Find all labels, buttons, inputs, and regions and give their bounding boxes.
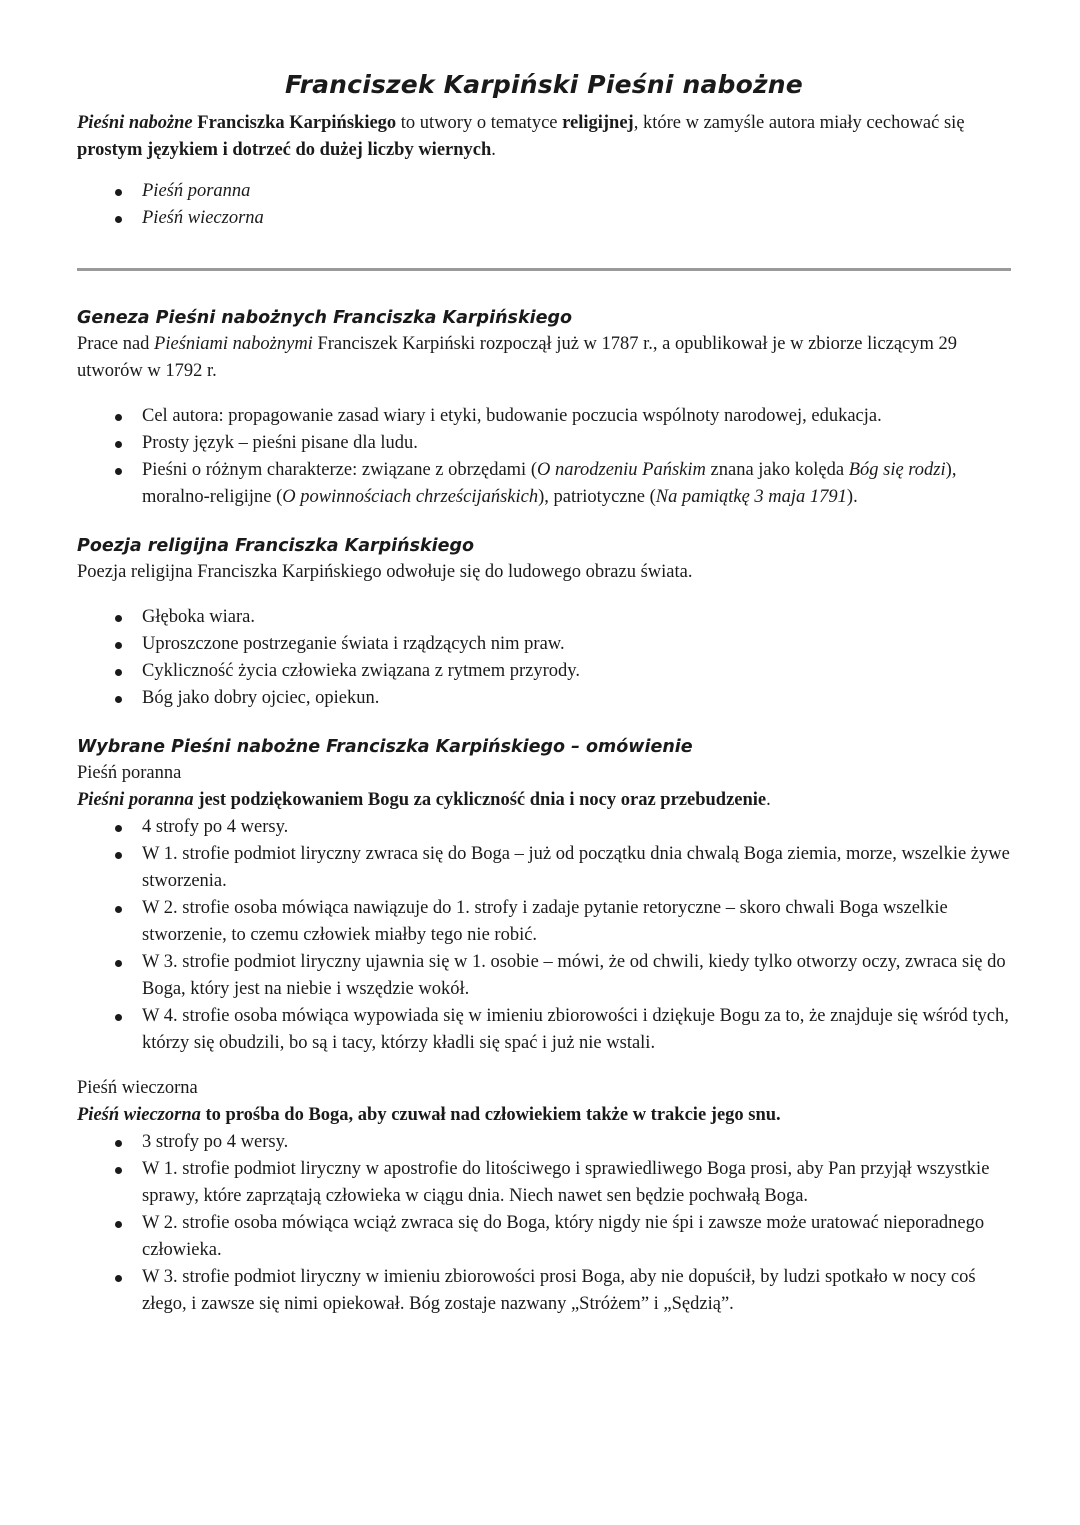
wieczorna-list xyxy=(77,1129,1011,1318)
poranna-label: Pieśń poranna xyxy=(77,763,182,783)
intro-list xyxy=(77,178,1011,232)
poranna-lead: Pieśni poranna jest podziękowaniem Bogu za cykliczność dnia i nocy oraz przebudzenie. xyxy=(77,790,771,810)
intro-paragraph xyxy=(77,110,1011,164)
geneza-list xyxy=(77,403,1011,511)
wieczorna-label: Pieśń wieczorna xyxy=(77,1078,198,1098)
intro-period: . xyxy=(491,140,496,160)
list-item: W 4. strofie osoba mówiąca wypowiada się w imieniu zbiorowości i dziękuje Bogu za to, że znajduje się wśród tych, którzy się obudzili, bo są i tacy, którzy kładli się spać i już nie wstali. xyxy=(77,1003,1011,1057)
list-item: W 1. strofie podmiot liryczny w apostrofie do litościwego i sprawiedliwego Boga prosi, aby Pan przyjął wszystkie sprawy, które zaprzątają człowieka w ciągu dnia. Niech nawet sen będzie pochwałą Boga. xyxy=(77,1156,1011,1210)
list-item: Bóg jako dobry ojciec, opiekun. xyxy=(77,685,1011,712)
list-item: 3 strofy po 4 wersy. xyxy=(77,1129,1011,1156)
intro-text-2: , które w zamyśle autora miały cechować się xyxy=(633,113,965,133)
list-item: W 3. strofie podmiot liryczny w imieniu zbiorowości prosi Boga, aby nie dopuścił, by ludzi spotkało w nocy coś złego, i zawsze się nimi opiekował. Bóg zostaje nazwany „Stróżem” i „Sędzią”. xyxy=(77,1264,1011,1318)
intro-religijnej: religijnej xyxy=(562,113,634,133)
intro-italic-title: Pieśni nabożne xyxy=(77,113,193,133)
list-item: Prosty język – pieśni pisane dla ludu. xyxy=(77,430,1011,457)
list-item: W 3. strofie podmiot liryczny ujawnia się w 1. osobie – mówi, że od chwili, kiedy tylko otworzy oczy, zwraca się do Boga, który jest na niebie i wszędzie wokół. xyxy=(77,949,1011,1003)
poezja-paragraph: Poezja religijna Franciszka Karpińskiego odwołuje się do ludowego obrazu świata. xyxy=(77,562,693,582)
list-item: 4 strofy po 4 wersy. xyxy=(77,814,1011,841)
list-item: W 2. strofie osoba mówiąca wciąż zwraca się do Boga, który nigdy nie śpi i zawsze może uratować nieporadnego człowieka. xyxy=(77,1210,1011,1264)
heading-wybrane: Wybrane Pieśni nabożne Franciszka Karpińskiego – omówienie xyxy=(77,737,693,757)
list-item: Uproszczone postrzeganie świata i rządzących nim praw. xyxy=(77,631,1011,658)
page-title: Franciszek Karpiński Pieśni nabożne xyxy=(285,70,803,99)
wieczorna-lead: Pieśń wieczorna to prośba do Boga, aby czuwał nad człowiekiem także w trakcie jego snu. xyxy=(77,1105,781,1125)
geneza-paragraph: Prace nad Pieśniami nabożnymi Franciszek Karpiński rozpoczął już w 1787 r., a opublikował je w zbiorze liczącym 29 utworów w 1792 r. xyxy=(77,334,958,381)
intro-author: Franciszka Karpińskiego xyxy=(192,113,397,133)
list-item: Cykliczność życia człowieka związana z rytmem przyrody. xyxy=(77,658,1011,685)
heading-geneza: Geneza Pieśni nabożnych Franciszka Karpińskiego xyxy=(77,308,572,328)
document-page xyxy=(77,68,1011,1318)
intro-bold-phrase: prostym językiem i dotrzeć do dużej liczby wiernych xyxy=(77,140,492,160)
list-item: Pieśń wieczorna xyxy=(77,205,1011,232)
poezja-list xyxy=(77,604,1011,712)
heading-poezja: Poezja religijna Franciszka Karpińskiego xyxy=(77,536,475,556)
list-item: Pieśni o różnym charakterze: związane z obrzędami (O narodzeniu Pańskim znana jako kolęda Bóg się rodzi), moralno-religijne (O powinnościach chrześcijańskich), patriotyczne (Na pamiątkę 3 maja 1791). xyxy=(77,457,1011,511)
list-item: Pieśń poranna xyxy=(77,178,1011,205)
list-item: W 2. strofie osoba mówiąca nawiązuje do 1. strofy i zadaje pytanie retoryczne – skoro chwali Boga wszelkie stworzenie, to czemu człowiek miałby tego nie robić. xyxy=(77,895,1011,949)
poranna-list xyxy=(77,814,1011,1057)
list-item: W 1. strofie podmiot liryczny zwraca się do Boga – już od początku dnia chwalą Boga ziemia, morze, wszelkie żywe stworzenia. xyxy=(77,841,1011,895)
intro-text: to utwory o tematyce xyxy=(396,113,563,133)
list-item: Cel autora: propagowanie zasad wiary i etyki, budowanie poczucia wspólnoty narodowej, edukacja. xyxy=(77,403,1011,430)
list-item: Głęboka wiara. xyxy=(77,604,1011,631)
